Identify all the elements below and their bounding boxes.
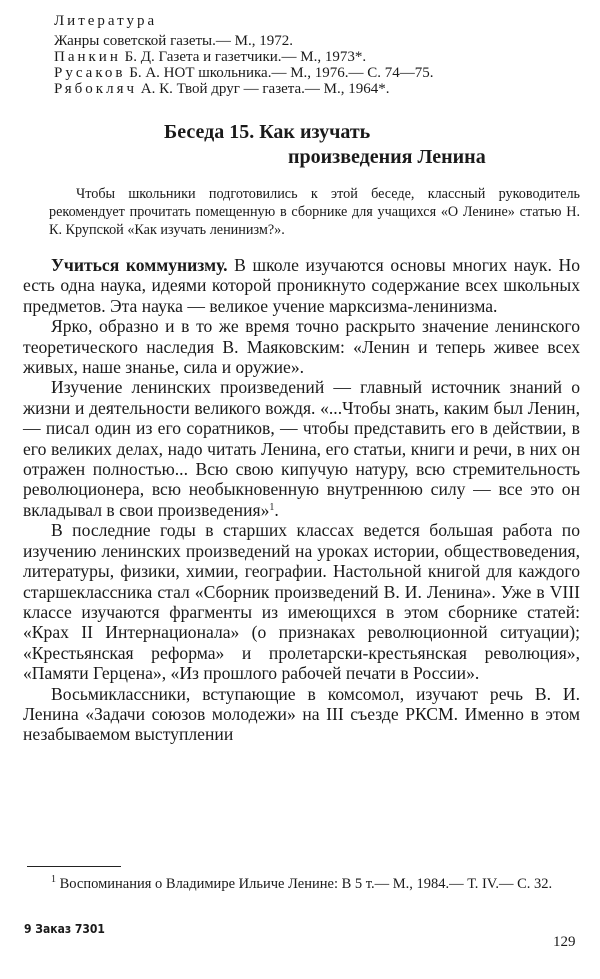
- literature-item-text: Б. А. НОТ школьника.— М., 1976.— С. 74—75.: [125, 65, 434, 81]
- paragraph-4: В последние годы в старших классах ведется большая работа по изучению ленинских произведений на уроках истории, обществоведения, литературы, физики, химии, географии. Настольной книгой для каждого старшеклассника стал «Сборник произведений В. И. Ленина». Уже в VIII классе изучаются фрагменты из имеющихся в этом сборнике статей: «Крах II Интернационала» (о признаках революционной ситуации); «Крестьянская реформа» и пролетарски-крестьянская революция», «Памяти Герцена», «Из прошлого рабочей печати в России».: [23, 520, 580, 684]
- paragraph-2: Ярко, образно и в то же время точно раскрыто значение ленинского теоретического наследия В. Маяковским: «Ленин и теперь живее всех живых, наше знанье, сила и оружие».: [23, 316, 580, 378]
- paragraph-text: Изучение ленинских произведений — главный источник знаний о жизни и деятельности великого вождя. «...Чтобы знать, каким был Ленин, — писал один из его соратников, — чтобы представить его в действии, в его великих делах, надо читать Ленина, его статьи, книги и речи, в них он отражен полностью... Всю свою кипучую натуру, всю стремительность революционера, всю необыкновенную внутреннюю силу — все это он вкладывал в свои произведения»: [23, 377, 580, 520]
- literature-item: [54, 49, 574, 65]
- footnote-divider: [27, 866, 121, 867]
- chapter-heading-line-1: Беседа 15. Как изучать: [164, 121, 371, 143]
- footnote-marker: 1: [51, 874, 56, 885]
- footnote: [23, 876, 580, 893]
- paragraph-1: [23, 255, 580, 316]
- literature-item-text: А. К. Твой друг — газета.— М., 1964*.: [137, 81, 390, 97]
- paragraph-text: .: [274, 499, 279, 520]
- footnote-reference: 1: [269, 501, 275, 513]
- intro-note: [49, 185, 580, 239]
- page-number: 129: [553, 934, 576, 950]
- paragraph-3: [23, 377, 580, 520]
- literature-item-author: Русаков: [54, 65, 126, 81]
- section-lead-in: Учиться коммунизму.: [51, 255, 228, 275]
- literature-item-text: Б. Д. Газета и газетчики.— М., 1973*.: [120, 49, 367, 65]
- paragraph-text: В школе изучаются основы многих наук. Но есть одна наука, идеями которой проникнуто содержание всех школьных предметов. Эта наука — великое учение марксизма-ленинизма.: [23, 255, 580, 316]
- literature-item: [54, 33, 574, 49]
- body-text: [23, 255, 580, 745]
- footnote-text: [23, 876, 580, 893]
- paragraph-5: Восьмиклассники, вступающие в комсомол, изучают речь В. И. Ленина «Задачи союзов молодежи» на III съезде РКСМ. Именно в этом незабываемом выступлении: [23, 683, 580, 745]
- literature-item: [54, 65, 574, 81]
- literature-item: [54, 81, 574, 97]
- literature-item-text: Жанры советской газеты.— М., 1972.: [54, 33, 293, 49]
- literature-item-author: Панкин: [54, 49, 121, 65]
- literature-title: Литература: [54, 13, 158, 29]
- print-order-mark: 9 Заказ 7301: [24, 922, 105, 936]
- literature-item-author: Рябокляч: [54, 81, 138, 97]
- chapter-heading-line-2: произведения Ленина: [288, 146, 486, 168]
- literature-section: [54, 13, 574, 97]
- footnote-body: Воспоминания о Владимире Ильиче Ленине: В 5 т.— М., 1984.— Т. IV.— С. 32.: [56, 876, 553, 892]
- intro-paragraph: Чтобы школьники подготовились к этой беседе, классный руководитель рекомендует прочитать помещенную в сборнике для учащихся «О Ленине» статью Н. К. Крупской «Как изучать ленинизм?».: [49, 186, 580, 238]
